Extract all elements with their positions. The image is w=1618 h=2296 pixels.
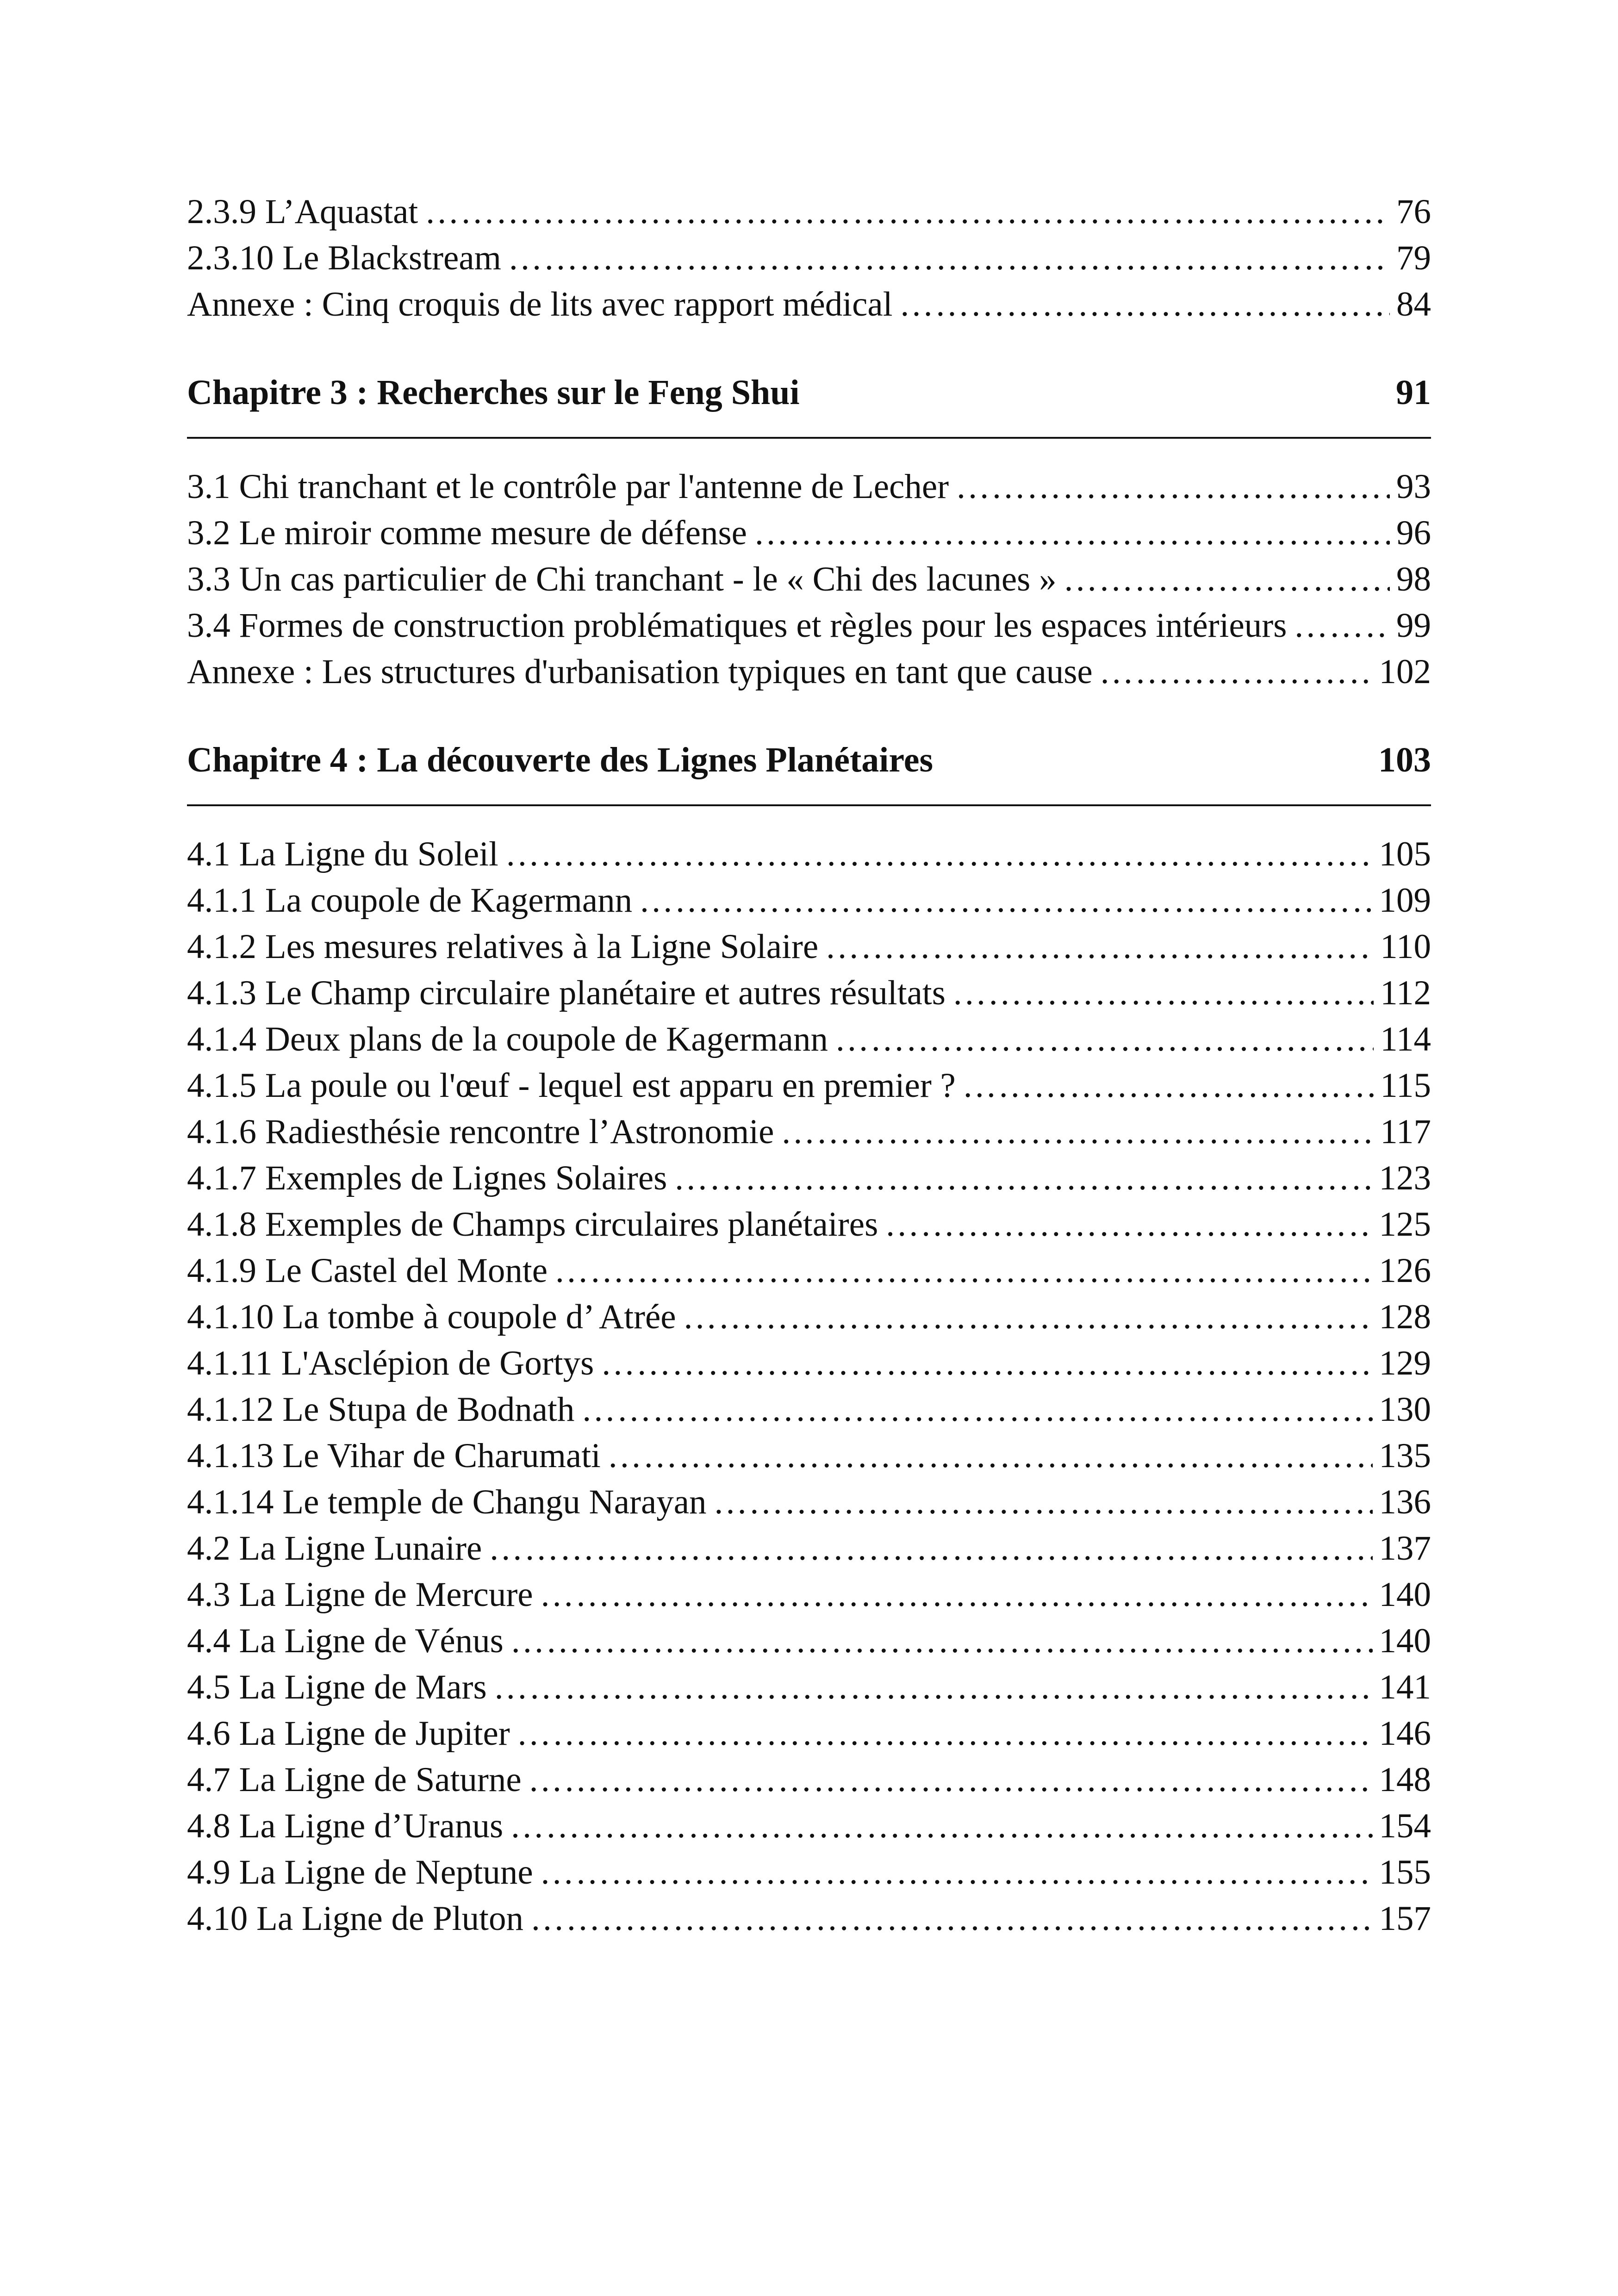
toc-entry-page-number: 136 bbox=[1379, 1483, 1431, 1521]
toc-entry[interactable] bbox=[187, 1803, 1431, 1849]
dot-leader bbox=[955, 464, 1390, 510]
dot-leader bbox=[510, 1803, 1372, 1849]
dot-leader bbox=[424, 189, 1390, 235]
dot-leader bbox=[683, 1294, 1373, 1340]
table-of-contents bbox=[187, 189, 1431, 1942]
dot-leader bbox=[899, 281, 1390, 328]
toc-entry[interactable] bbox=[187, 1849, 1431, 1896]
toc-entry-page-number: 140 bbox=[1379, 1575, 1431, 1614]
toc-entry-page-number: 114 bbox=[1380, 1020, 1431, 1058]
toc-entry-page-number: 130 bbox=[1379, 1390, 1431, 1429]
dot-leader bbox=[834, 1016, 1374, 1063]
toc-entry-page-number: 99 bbox=[1396, 606, 1431, 645]
toc-entry-title: 2.3.10 Le Blackstream bbox=[187, 239, 501, 277]
toc-entry-title: 4.7 La Ligne de Saturne bbox=[187, 1761, 522, 1799]
toc-entry-title: 4.1.5 La poule ou l'œuf - lequel est apparu en premier ? bbox=[187, 1066, 956, 1105]
chapter-heading bbox=[187, 367, 1431, 418]
dot-leader bbox=[639, 877, 1372, 924]
toc-entry[interactable] bbox=[187, 1711, 1431, 1757]
toc-entry[interactable] bbox=[187, 1063, 1431, 1109]
chapter-title: Chapitre 3 : Recherches sur le Feng Shui bbox=[187, 373, 800, 412]
dot-leader bbox=[952, 970, 1374, 1016]
dot-leader bbox=[528, 1757, 1373, 1803]
toc-entry-page-number: 98 bbox=[1396, 560, 1431, 598]
toc-entry-title: 4.3 La Ligne de Mercure bbox=[187, 1575, 533, 1614]
toc-entry[interactable] bbox=[187, 1479, 1431, 1525]
toc-entry-page-number: 128 bbox=[1379, 1298, 1431, 1336]
dot-leader bbox=[825, 924, 1374, 970]
toc-entry-page-number: 154 bbox=[1379, 1807, 1431, 1845]
dot-leader bbox=[1063, 556, 1390, 603]
dot-leader bbox=[673, 1155, 1372, 1201]
dot-leader bbox=[505, 831, 1373, 877]
dot-leader bbox=[508, 235, 1390, 281]
dot-leader bbox=[554, 1248, 1372, 1294]
chapter-divider bbox=[187, 437, 1431, 439]
toc-entry-title: 3.2 Le miroir comme mesure de défense bbox=[187, 514, 747, 552]
toc-entry-title: 4.1.1 La coupole de Kagermann bbox=[187, 881, 633, 920]
toc-entry-page-number: 157 bbox=[1379, 1899, 1431, 1938]
toc-entry-title: 4.1.6 Radiesthésie rencontre l’Astronomie bbox=[187, 1113, 774, 1151]
toc-entry-title: 4.1.8 Exemples de Champs circulaires planétaires bbox=[187, 1205, 878, 1244]
dot-leader bbox=[962, 1063, 1374, 1109]
dot-leader bbox=[607, 1433, 1373, 1479]
toc-entry-page-number: 129 bbox=[1379, 1344, 1431, 1382]
toc-entry[interactable] bbox=[187, 1896, 1431, 1942]
toc-entry-title: 4.1 La Ligne du Soleil bbox=[187, 835, 498, 873]
toc-entry[interactable] bbox=[187, 1525, 1431, 1572]
toc-entry-title: 4.1.2 Les mesures relatives à la Ligne Solaire bbox=[187, 927, 819, 966]
toc-entry[interactable] bbox=[187, 1618, 1431, 1664]
dot-leader bbox=[530, 1896, 1373, 1942]
toc-entry-title: 4.1.7 Exemples de Lignes Solaires bbox=[187, 1159, 667, 1197]
toc-entry[interactable] bbox=[187, 235, 1431, 281]
toc-entry-title: 4.9 La Ligne de Neptune bbox=[187, 1853, 533, 1892]
toc-entry-title: 3.4 Formes de construction problématiques et règles pour les espaces intérieurs bbox=[187, 606, 1287, 645]
dot-leader bbox=[884, 1201, 1372, 1248]
toc-entry-page-number: 141 bbox=[1379, 1668, 1431, 1706]
toc-entry-title: 4.1.9 Le Castel del Monte bbox=[187, 1251, 548, 1290]
toc-entry-title: 3.3 Un cas particulier de Chi tranchant - le « Chi des lacunes » bbox=[187, 560, 1057, 598]
toc-entry-title: 4.4 La Ligne de Vénus bbox=[187, 1622, 504, 1660]
toc-entry[interactable] bbox=[187, 970, 1431, 1016]
chapter-page-number: 103 bbox=[1378, 740, 1431, 779]
dot-leader bbox=[517, 1711, 1373, 1757]
toc-entry[interactable] bbox=[187, 1155, 1431, 1201]
dot-leader bbox=[753, 510, 1390, 556]
dot-leader bbox=[1099, 649, 1373, 695]
toc-entry[interactable] bbox=[187, 464, 1431, 510]
toc-entry-title: 4.1.12 Le Stupa de Bodnath bbox=[187, 1390, 575, 1429]
toc-entry-page-number: 115 bbox=[1380, 1066, 1431, 1105]
dot-leader bbox=[1293, 603, 1390, 649]
toc-entry-title: 4.10 La Ligne de Pluton bbox=[187, 1899, 523, 1938]
toc-entry-title: 4.2 La Ligne Lunaire bbox=[187, 1529, 482, 1568]
toc-entry-title: 4.1.4 Deux plans de la coupole de Kagermann bbox=[187, 1020, 828, 1058]
toc-entry[interactable] bbox=[187, 1016, 1431, 1063]
toc-entry[interactable] bbox=[187, 1433, 1431, 1479]
toc-entry[interactable] bbox=[187, 189, 1431, 235]
toc-entry-title: 4.6 La Ligne de Jupiter bbox=[187, 1714, 510, 1753]
toc-entry-title: 3.1 Chi tranchant et le contrôle par l'antenne de Lecher bbox=[187, 467, 949, 506]
toc-entry-page-number: 79 bbox=[1396, 239, 1431, 277]
toc-entry-page-number: 137 bbox=[1379, 1529, 1431, 1568]
toc-entry-title: 4.8 La Ligne d’Uranus bbox=[187, 1807, 504, 1845]
dot-leader bbox=[540, 1849, 1373, 1896]
toc-entry[interactable] bbox=[187, 281, 1431, 328]
dot-leader bbox=[581, 1387, 1372, 1433]
toc-entry-title: 4.1.13 Le Vihar de Charumati bbox=[187, 1437, 601, 1475]
toc-entry[interactable] bbox=[187, 510, 1431, 556]
toc-entry-title: 4.1.11 L'Asclépion de Gortys bbox=[187, 1344, 594, 1382]
dot-leader bbox=[713, 1479, 1373, 1525]
dot-leader bbox=[488, 1525, 1372, 1572]
toc-entry[interactable] bbox=[187, 1572, 1431, 1618]
chapter-page-number: 91 bbox=[1396, 373, 1431, 412]
toc-entry[interactable] bbox=[187, 877, 1431, 924]
toc-entry[interactable] bbox=[187, 556, 1431, 603]
toc-entry-title: 4.1.10 La tombe à coupole d’ Atrée bbox=[187, 1298, 676, 1336]
toc-entry-page-number: 125 bbox=[1379, 1205, 1431, 1244]
chapter-title: Chapitre 4 : La découverte des Lignes Planétaires bbox=[187, 740, 933, 779]
dot-leader bbox=[600, 1340, 1372, 1387]
toc-entry-title: Annexe : Cinq croquis de lits avec rapport médical bbox=[187, 285, 893, 324]
chapter-divider bbox=[187, 804, 1431, 806]
toc-entry[interactable] bbox=[187, 1294, 1431, 1340]
toc-entry-page-number: 76 bbox=[1396, 193, 1431, 231]
toc-entry[interactable] bbox=[187, 603, 1431, 649]
toc-entry-title: 4.1.3 Le Champ circulaire planétaire et autres résultats bbox=[187, 974, 946, 1012]
toc-entry[interactable] bbox=[187, 924, 1431, 970]
toc-entry-page-number: 135 bbox=[1379, 1437, 1431, 1475]
toc-entry-page-number: 117 bbox=[1380, 1113, 1431, 1151]
toc-entry-title: 4.1.14 Le temple de Changu Narayan bbox=[187, 1483, 707, 1521]
toc-entry-page-number: 105 bbox=[1379, 835, 1431, 873]
toc-entry[interactable] bbox=[187, 1387, 1431, 1433]
toc-entry[interactable] bbox=[187, 1248, 1431, 1294]
toc-entry-page-number: 102 bbox=[1379, 653, 1431, 691]
toc-entry[interactable] bbox=[187, 1201, 1431, 1248]
toc-entry-page-number: 93 bbox=[1396, 467, 1431, 506]
toc-entry[interactable] bbox=[187, 831, 1431, 877]
toc-entry-page-number: 155 bbox=[1379, 1853, 1431, 1892]
toc-entry[interactable] bbox=[187, 1664, 1431, 1711]
toc-entry-page-number: 110 bbox=[1380, 927, 1431, 966]
toc-entry[interactable] bbox=[187, 1757, 1431, 1803]
toc-entry-page-number: 146 bbox=[1379, 1714, 1431, 1753]
toc-entry-page-number: 126 bbox=[1379, 1251, 1431, 1290]
toc-entry-title: 4.5 La Ligne de Mars bbox=[187, 1668, 487, 1706]
toc-entry-page-number: 140 bbox=[1379, 1622, 1431, 1660]
toc-entry-page-number: 96 bbox=[1396, 514, 1431, 552]
toc-entry-title: 2.3.9 L’Aquastat bbox=[187, 193, 418, 231]
toc-entry-page-number: 84 bbox=[1396, 285, 1431, 324]
dot-leader bbox=[780, 1109, 1374, 1155]
chapter-heading bbox=[187, 734, 1431, 786]
dot-leader bbox=[510, 1618, 1373, 1664]
toc-entry-title: Annexe : Les structures d'urbanisation typiques en tant que cause bbox=[187, 653, 1093, 691]
toc-entry-page-number: 123 bbox=[1379, 1159, 1431, 1197]
toc-entry-page-number: 109 bbox=[1379, 881, 1431, 920]
toc-entry[interactable] bbox=[187, 1109, 1431, 1155]
toc-entry-page-number: 148 bbox=[1379, 1761, 1431, 1799]
dot-leader bbox=[540, 1572, 1373, 1618]
toc-entry-page-number: 112 bbox=[1380, 974, 1431, 1012]
dot-leader bbox=[493, 1664, 1373, 1711]
toc-entry[interactable] bbox=[187, 1340, 1431, 1387]
toc-entry[interactable] bbox=[187, 649, 1431, 695]
